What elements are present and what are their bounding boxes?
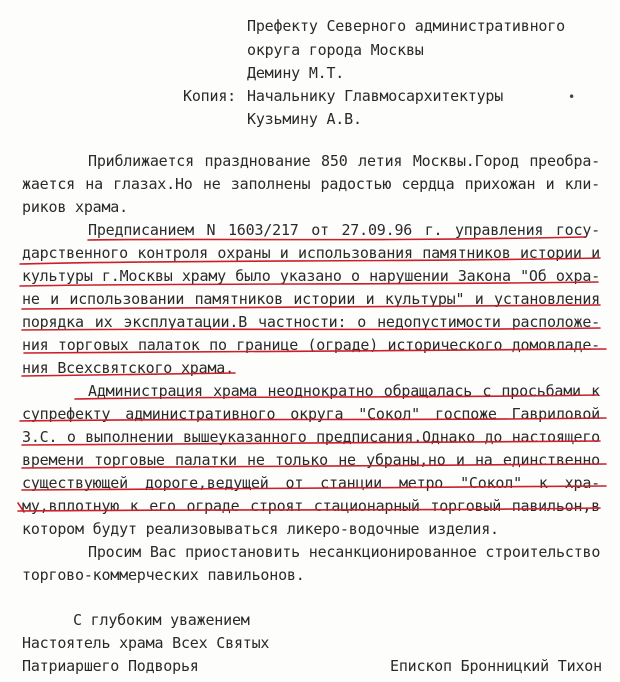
addressee-line-1: Префекту Северного административного: [247, 17, 565, 35]
text-line: З.С. о выполнении вышеуказанного предписания.Однако до настоящего: [22, 428, 600, 446]
text-line: Просим Вас приостановить несанкционированное строительство: [88, 543, 601, 561]
regards-line: С глубоким уважением: [73, 611, 250, 629]
text-line: порядка их эксплуатации.В частности: о недопустимости расположе-: [22, 313, 600, 331]
text-line: дарственного контроля охраны и использования памятников истории и: [22, 244, 600, 262]
copy-label: Копия:: [183, 87, 236, 105]
signatory-title-2: Патриаршего Подворья: [22, 657, 199, 675]
text-line: Приближается празднование 850 летия Москвы.Город преобра-: [88, 152, 600, 170]
text-line: му,вплотную к его ограде строят стационарный торговый павильон,в: [22, 497, 600, 515]
text-line: существующей дороге,ведущей от станции метро "Сокол" к хра-: [22, 474, 600, 492]
text-line: ния Всехсвятского храма.: [22, 359, 234, 377]
text-line: Администрация храма неоднократно обращалась с просьбами к: [88, 382, 600, 400]
text-line: супрефекту административного округа "Сокол" госпоже Гавриловой: [22, 405, 600, 423]
text-line: котором будут реализовываться ликеро-водочные изделия.: [22, 520, 499, 538]
text-line: не и использовании памятников истории и культуры" и установления: [22, 290, 600, 308]
copy-line-1: Начальнику Главмосархитектуры: [247, 87, 504, 105]
text-line: торгово-коммерческих павильонов.: [22, 566, 305, 584]
addressee-line-2: округа города Москвы: [247, 41, 424, 59]
addressee-line-3: Демину М.Т.: [247, 64, 345, 82]
text-line: ния торговых палаток по границе (ограде) исторического домовладе-: [22, 336, 600, 354]
text-line: Предписанием N 1603/217 от 27.09.96 г. управления госу-: [88, 221, 600, 239]
text-line: культуры г.Москвы храму было указано о нарушении Закона "Об охра-: [22, 267, 600, 285]
signatory-title-1: Настоятель храма Всех Святых: [22, 634, 270, 652]
text-line: риков храма.: [22, 198, 128, 216]
margin-mark: •: [568, 90, 576, 104]
signatory-name: Епископ Бронницкий Тихон: [390, 657, 602, 675]
text-line: времени торговые палатки не только не убраны,но и на единственно: [22, 451, 600, 469]
copy-line-2: Кузьмину А.В.: [247, 110, 362, 128]
text-line: жается на глазах.Но не заполнены радостью сердца прихожан и кли-: [22, 175, 600, 193]
